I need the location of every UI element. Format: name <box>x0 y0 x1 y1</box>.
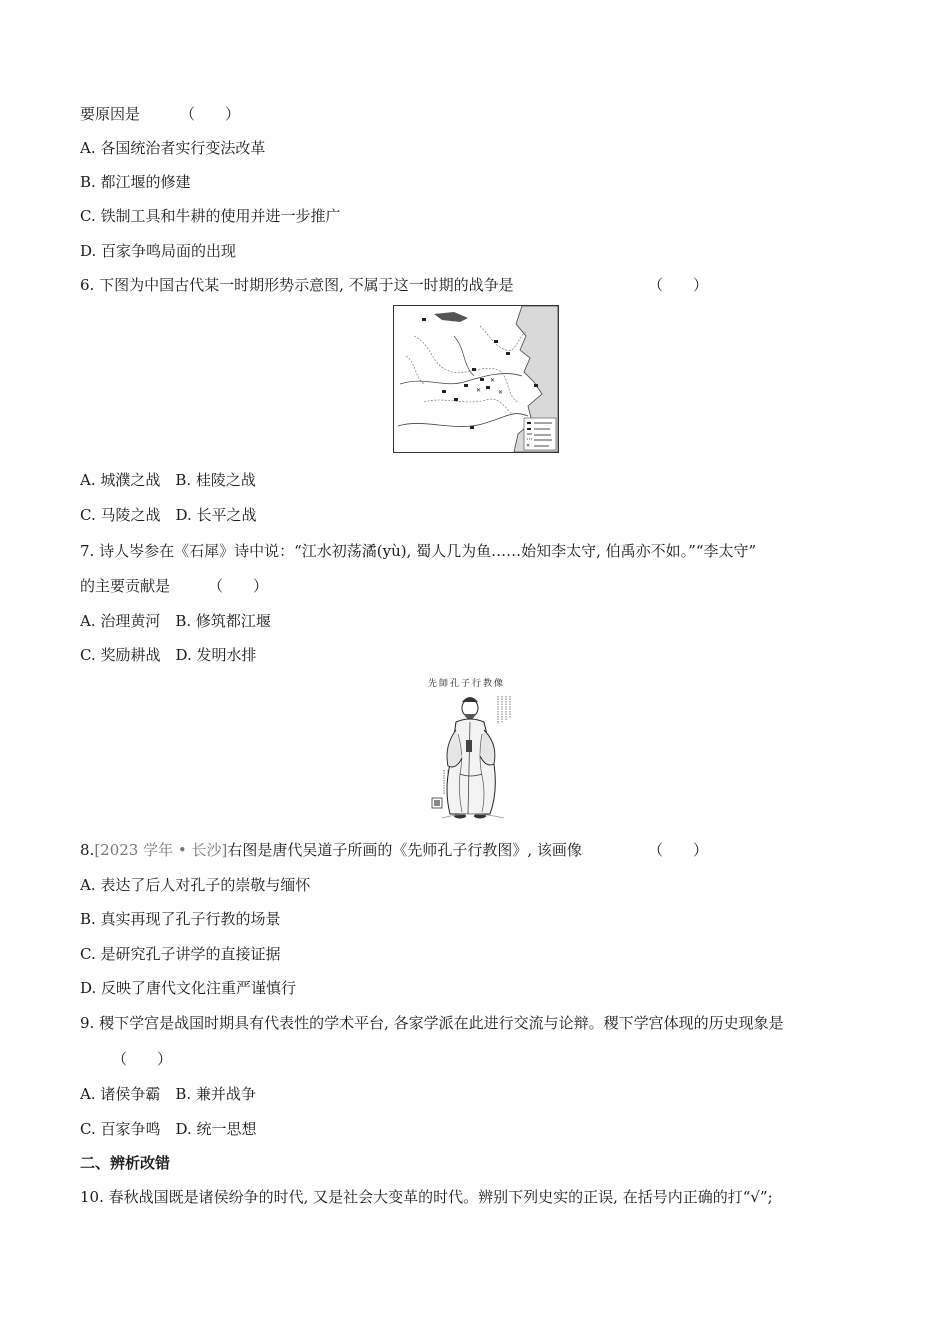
q8-source-tag: [2023 学年 • 长沙] <box>94 841 228 859</box>
q7-options-row1: A. 治理黄河 B. 修筑都江堰 <box>80 612 271 630</box>
historical-map-figure <box>393 305 559 453</box>
q10-stem: 10. 春秋战国既是诸侯纷争的时代, 又是社会大变革的时代。辨别下列史实的正误, 在括号内正确的打“√”; <box>80 1188 773 1206</box>
q8-stem <box>80 840 582 860</box>
q5-option-c: C. 铁制工具和牛耕的使用并进一步推广 <box>80 207 341 225</box>
q7-options-row2: C. 奖励耕战 D. 发明水排 <box>80 646 257 664</box>
q6-answer-paren: （ ） <box>648 276 709 294</box>
q7-answer-paren: （ ） <box>208 577 269 595</box>
q5-answer-paren: （ ） <box>180 105 241 123</box>
q5-option-d: D. 百家争鸣局面的出现 <box>80 242 237 260</box>
q8-answer-paren: （ ） <box>648 841 709 859</box>
q8-option-b: B. 真实再现了孔子行教的场景 <box>80 910 281 928</box>
svg-text:✕: ✕ <box>498 389 504 396</box>
q6-options-row1: A. 城濮之战 B. 桂陵之战 <box>80 471 256 489</box>
q5-option-b: B. 都江堰的修建 <box>80 173 191 191</box>
q8-stem-text: 右图是唐代吴道子所画的《先师孔子行教图》, 该画像 <box>227 841 582 859</box>
svg-text:✕: ✕ <box>526 443 531 449</box>
q5-stem-tail: 要原因是 <box>80 105 141 123</box>
confucius-portrait-figure <box>420 674 530 822</box>
q9-options-row1: A. 诸侯争霸 B. 兼并战争 <box>80 1085 256 1103</box>
q9-options-row2: C. 百家争鸣 D. 统一思想 <box>80 1120 257 1138</box>
q8-option-d: D. 反映了唐代文化注重严谨慎行 <box>80 979 297 997</box>
q9-stem: 9. 稷下学宫是战国时期具有代表性的学术平台, 各家学派在此进行交流与论辩。稷下学宫体现的历史现象是 <box>80 1014 784 1032</box>
q8-option-c: C. 是研究孔子讲学的直接证据 <box>80 945 281 963</box>
q8-option-a: A. 表达了后人对孔子的崇敬与缅怀 <box>80 876 311 894</box>
section-heading: 二、辨析改错 <box>80 1154 171 1172</box>
q7-stem-line1: 7. 诗人岑参在《石犀》诗中说：“江水初荡潏(yù), 蜀人几为鱼……始知李太守, 伯禹亦不如。”“李太守” <box>80 542 757 560</box>
map-drawing <box>394 306 558 452</box>
q9-answer-paren: （ ） <box>112 1050 173 1068</box>
q5-option-a: A. 各国统治者实行变法改革 <box>80 139 266 157</box>
svg-text:✕: ✕ <box>476 387 482 394</box>
q6-stem: 6. 下图为中国古代某一时期形势示意图, 不属于这一时期的战争是 <box>80 276 514 294</box>
portrait-title: 先師孔子行教像 <box>428 679 506 689</box>
q6-options-row2: C. 马陵之战 D. 长平之战 <box>80 506 257 524</box>
portrait-drawing <box>420 674 530 822</box>
q8-number: 8. <box>80 841 95 859</box>
svg-text:✕: ✕ <box>490 377 496 384</box>
q7-stem-line2: 的主要贡献是 <box>80 577 171 595</box>
